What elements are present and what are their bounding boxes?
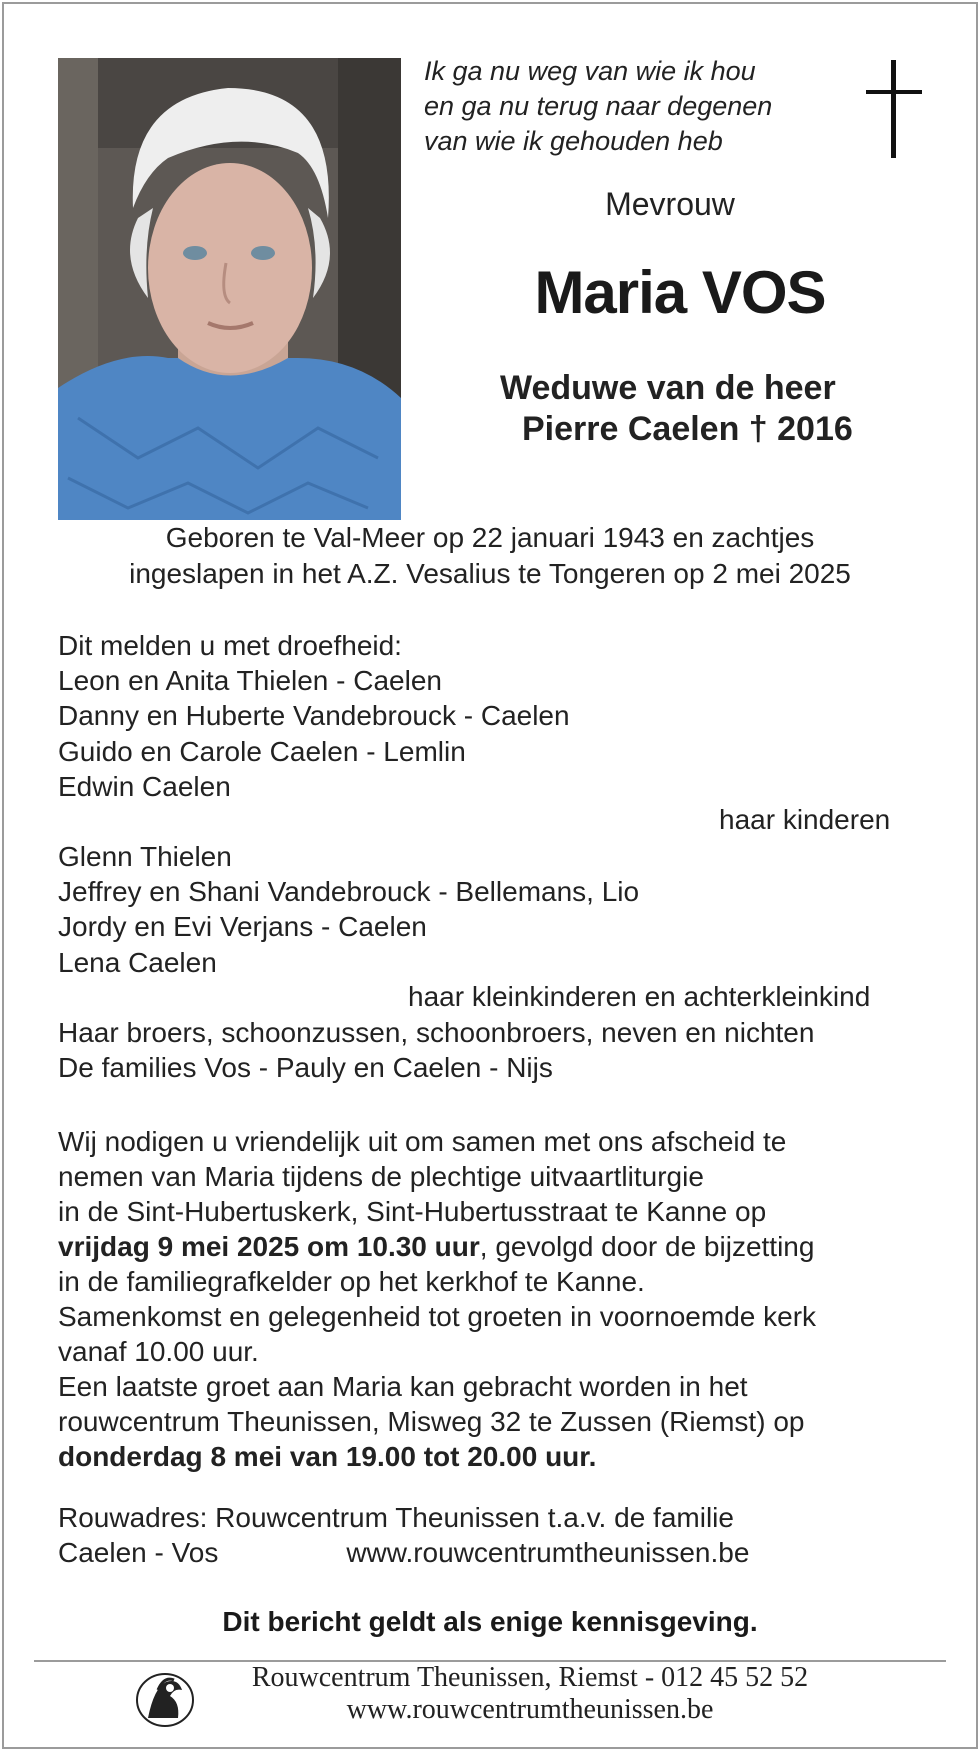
invite-line: in de Sint-Hubertuskerk, Sint-Hubertusstraat te Kanne op [58, 1196, 767, 1227]
list-item: Edwin Caelen [58, 770, 231, 802]
invite-line: vanaf 10.00 uur. [58, 1336, 259, 1367]
poem-line: van wie ik gehouden heb [424, 126, 723, 156]
children-label: haar kinderen [719, 804, 891, 835]
announce-intro: Dit melden u met droefheid: [58, 630, 402, 661]
spouse-info [430, 368, 940, 450]
salutation: Mevrouw [605, 186, 735, 222]
address-website-link[interactable]: www.rouwcentrumtheunissen.be [346, 1537, 750, 1568]
invite-text: , gevolgd door de bijzetting [479, 1231, 815, 1262]
invite-line: rouwcentrum Theunissen, Misweg 32 te Zussen (Riemst) op [58, 1406, 805, 1437]
invite-line: nemen van Maria tijdens de plechtige uitvaartliturgie [58, 1161, 704, 1192]
invite-line [58, 1229, 958, 1264]
list-item: Jeffrey en Shani Vandebrouck - Bellemans, Lio [58, 876, 640, 908]
portrait-photo [58, 58, 401, 520]
visitation-date: donderdag 8 mei van 19.00 tot 20.00 uur. [58, 1441, 597, 1472]
list-item: Jordy en Evi Verjans - Caelen [58, 911, 427, 943]
list-item: Guido en Carole Caelen - Lemlin [58, 735, 466, 767]
spouse-line: Pierre Caelen † 2016 [522, 410, 853, 448]
poem-line: Ik ga nu weg van wie ik hou [424, 56, 756, 86]
funeral-invitation [58, 1124, 958, 1474]
footer-contact: Rouwcentrum Theunissen, Riemst - 012 45 52 52 [251, 1662, 809, 1693]
grandchildren-list [58, 839, 639, 980]
deceased-name: Maria VOS [534, 259, 826, 326]
other-family-list [58, 1015, 814, 1085]
address-family: Caelen - Vos [58, 1537, 219, 1568]
poem-line: en ga nu terug naar degenen [424, 91, 773, 121]
address-line [58, 1535, 749, 1570]
invite-line: Een laatste groet aan Maria kan gebracht worden in het [58, 1371, 748, 1402]
birth-line: Geboren te Val-Meer op 22 januari 1943 en zachtjes [165, 522, 815, 553]
poem [424, 54, 824, 159]
funeral-date: vrijdag 9 mei 2025 om 10.30 uur [58, 1231, 480, 1262]
cross-icon [866, 60, 922, 160]
invite-line: Samenkomst en gelegenheid tot groeten in voornoemde kerk [58, 1301, 817, 1332]
mourning-address [58, 1500, 749, 1570]
list-item: Danny en Huberte Vandebrouck - Caelen [58, 700, 570, 732]
footer-website-link[interactable]: www.rouwcentrumtheunissen.be [346, 1694, 714, 1725]
list-item: Lena Caelen [58, 946, 217, 978]
children-list [58, 628, 570, 804]
list-item: De families Vos - Pauly en Caelen - Nijs [58, 1052, 553, 1084]
birth-line: ingeslapen in het A.Z. Vesalius te Tongeren op 2 mei 2025 [129, 558, 851, 589]
notice-statement: Dit bericht geldt als enige kennisgeving. [222, 1606, 758, 1637]
spouse-line: Weduwe van de heer [500, 369, 836, 407]
birth-death-info [20, 520, 960, 592]
invite-line: in de familiegrafkelder op het kerkhof te Kanne. [58, 1266, 645, 1297]
footer [200, 1662, 860, 1726]
list-item: Haar broers, schoonzussen, schoonbroers, neven en nichten [58, 1017, 815, 1048]
list-item: Glenn Thielen [58, 841, 232, 872]
invite-line: Wij nodigen u vriendelijk uit om samen met ons afscheid te [58, 1126, 787, 1157]
grandchildren-label: haar kleinkinderen en achterkleinkind [408, 981, 871, 1012]
list-item: Leon en Anita Thielen - Caelen [58, 665, 442, 697]
funeral-home-logo-icon [134, 1668, 196, 1728]
address-line: Rouwadres: Rouwcentrum Theunissen t.a.v. de familie [58, 1502, 734, 1533]
